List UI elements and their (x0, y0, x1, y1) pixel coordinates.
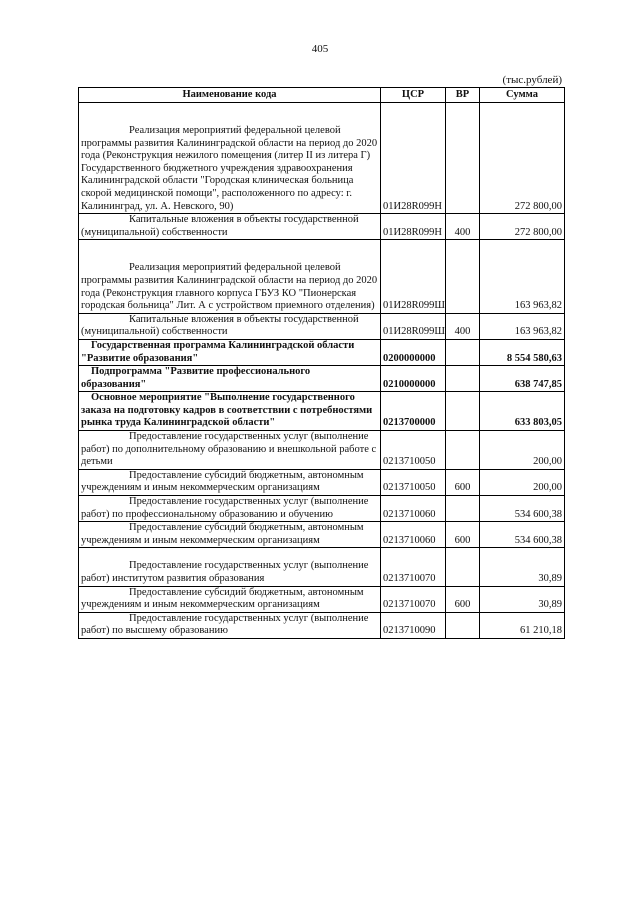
row-name: Реализация мероприятий федеральной целевой программы развития Калининградской области на период до 2020 года (Реконструкция нежилого помещения (литер II из литера Г) Государственного бюджетного учреждения здравоохранения Калининградской области "Городская клиническая больница скорой медицинской помощи", расположенного по адресу: г. Калининград, ул. А. Невского, 90) (79, 103, 381, 214)
row-name: Подпрограмма "Развитие профессионального образования" (79, 366, 381, 392)
row-csr: 0213710050 (381, 469, 446, 495)
row-sum: 272 800,00 (480, 103, 565, 214)
row-name: Предоставление государственных услуг (выполнение работ) институтом развития образования (79, 548, 381, 586)
table-row (79, 103, 565, 214)
row-name: Предоставление субсидий бюджетным, автономным учреждениям и иным некоммерческим организациям (79, 469, 381, 495)
row-vr: 400 (446, 214, 480, 240)
row-sum: 163 963,82 (480, 313, 565, 339)
row-sum: 534 600,38 (480, 496, 565, 522)
row-csr: 0213710070 (381, 586, 446, 612)
row-csr: 0213710060 (381, 496, 446, 522)
table-row (79, 240, 565, 313)
header-name: Наименование кода (79, 88, 381, 103)
row-vr (446, 431, 480, 470)
row-csr: 0213710070 (381, 548, 446, 586)
table-row (79, 392, 565, 431)
row-sum: 30,89 (480, 548, 565, 586)
row-sum: 30,89 (480, 586, 565, 612)
row-sum: 633 803,05 (480, 392, 565, 431)
row-sum: 272 800,00 (480, 214, 565, 240)
row-csr: 0213710060 (381, 522, 446, 548)
row-name: Предоставление государственных услуг (выполнение работ) по профессиональному образованию и обучению (79, 496, 381, 522)
row-vr (446, 612, 480, 638)
row-csr: 0213710050 (381, 431, 446, 470)
row-vr (446, 339, 480, 365)
row-sum: 200,00 (480, 469, 565, 495)
table-row (79, 548, 565, 586)
row-name: Предоставление субсидий бюджетным, автономным учреждениям и иным некоммерческим организациям (79, 522, 381, 548)
header-sum: Сумма (480, 88, 565, 103)
row-sum: 200,00 (480, 431, 565, 470)
row-name: Предоставление государственных услуг (выполнение работ) по дополнительному образованию и внешкольной работе с детьми (79, 431, 381, 470)
row-csr: 01И28R099Н (381, 103, 446, 214)
table-row (79, 339, 565, 365)
row-vr: 600 (446, 469, 480, 495)
row-vr: 600 (446, 522, 480, 548)
row-sum: 61 210,18 (480, 612, 565, 638)
page-number: 405 (311, 43, 329, 55)
row-name: Капитальные вложения в объекты государственной (муниципальной) собственности (79, 214, 381, 240)
row-vr (446, 548, 480, 586)
budget-table (78, 87, 565, 639)
row-name: Предоставление государственных услуг (выполнение работ) по высшему образованию (79, 612, 381, 638)
row-vr (446, 392, 480, 431)
row-csr: 01И28R099Ш (381, 313, 446, 339)
table-row (79, 612, 565, 638)
table-row (79, 214, 565, 240)
row-csr: 0213700000 (381, 392, 446, 431)
table-row (79, 366, 565, 392)
row-name: Государственная программа Калининградской области "Развитие образования" (79, 339, 381, 365)
header-vr: ВР (446, 88, 480, 103)
row-vr: 600 (446, 586, 480, 612)
table-row (79, 313, 565, 339)
table-row (79, 586, 565, 612)
row-sum: 534 600,38 (480, 522, 565, 548)
row-name: Реализация мероприятий федеральной целевой программы развития Калининградской области на период до 2020 года (Реконструкция главного корпуса ГБУЗ КО "Пионерская городская больница" Лит. А с устройством приемного отделения) (79, 240, 381, 313)
row-sum: 638 747,85 (480, 366, 565, 392)
table-row (79, 469, 565, 495)
row-sum: 8 554 580,63 (480, 339, 565, 365)
row-name: Основное мероприятие "Выполнение государственного заказа на подготовку кадров в соответствии с потребностями рынка труда Калининградской области" (79, 392, 381, 431)
row-csr: 0200000000 (381, 339, 446, 365)
table-row (79, 431, 565, 470)
row-vr (446, 103, 480, 214)
row-csr: 0210000000 (381, 366, 446, 392)
row-csr: 01И28R099Ш (381, 240, 446, 313)
row-name: Капитальные вложения в объекты государственной (муниципальной) собственности (79, 313, 381, 339)
table-row (79, 522, 565, 548)
row-vr (446, 366, 480, 392)
row-vr (446, 496, 480, 522)
row-vr (446, 240, 480, 313)
row-vr: 400 (446, 313, 480, 339)
unit-label: (тыс.рублей) (502, 74, 562, 86)
row-sum: 163 963,82 (480, 240, 565, 313)
row-csr: 01И28R099Н (381, 214, 446, 240)
table-row (79, 496, 565, 522)
table-header-row (79, 88, 565, 103)
row-name: Предоставление субсидий бюджетным, автономным учреждениям и иным некоммерческим организациям (79, 586, 381, 612)
header-csr: ЦСР (381, 88, 446, 103)
row-csr: 0213710090 (381, 612, 446, 638)
